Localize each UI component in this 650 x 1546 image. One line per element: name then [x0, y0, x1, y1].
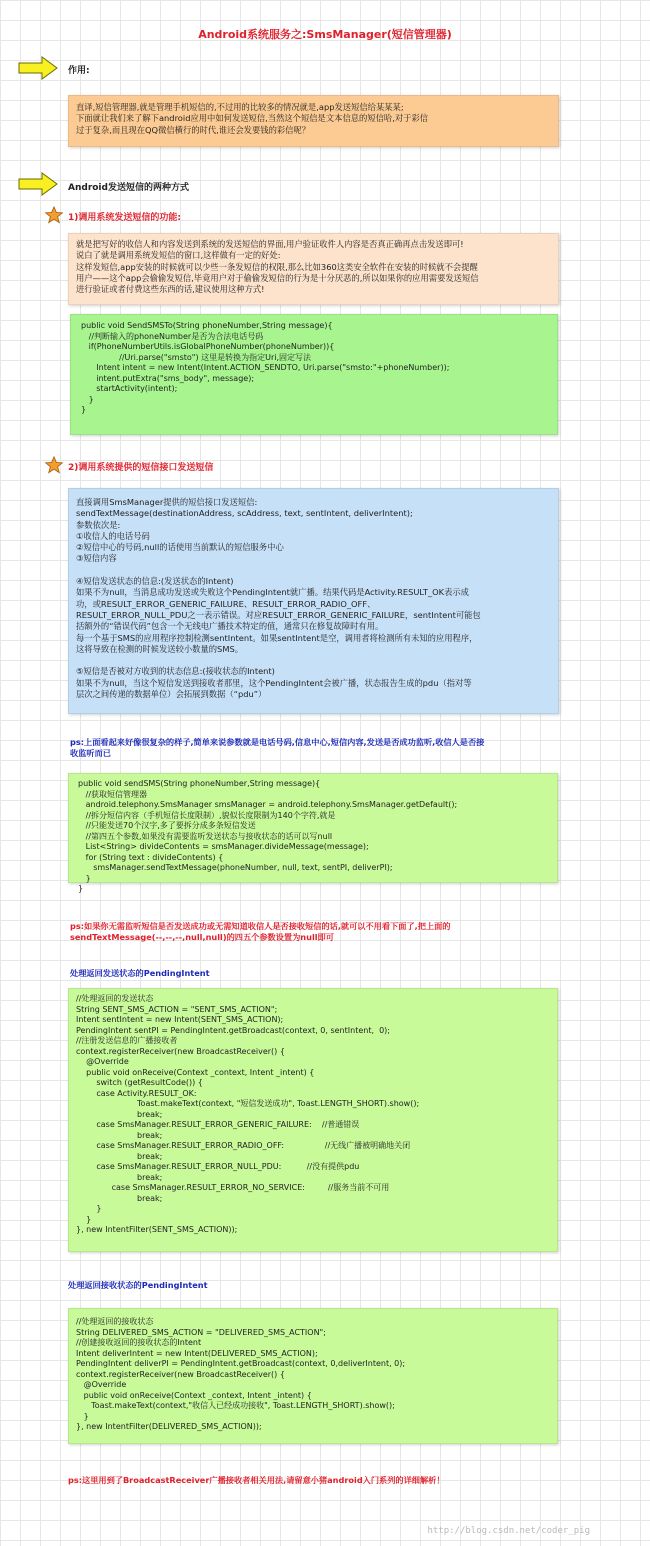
section-label-purpose: 作用:	[68, 66, 90, 76]
deliver-status-heading: 处理返回接收状态的PendingIntent	[68, 1280, 208, 1290]
method2-desc-box: 直接调用SmsManager提供的短信接口发送短信: sendTextMessage(destinationAddress, scAddress, text, sentIntent, deliverIntent); 参数依次是: ①收信人的电话号码 ②短信中心的号码,null的话使用当前默认的短信服务中心 ③短信内容 ④短信发送状态的信息:(发送状态的Intent) 如果不为null，当消息成功发送或失败这个PendingIntent就广播。结果代码是Activity.RESULT_OK表示成 功，或RESULT_ERROR_GENERIC_FAILURE、RESULT_ERROR_RADIO_OFF、 RESULT_ERROR_NULL_PDU之一表示错误。对应RESULT_ERROR_GENERIC_FAILURE，sentIntent可能包 括额外的“错误代码”包含一个无线电广播技术特定的值，通常只在修复故障时有用。 每一个基于SMS的应用程序控制检测sentIntent。如果sentIntent是空，调用者将检测所有未知的应用程序， 这将导致在检测的时候发送较小数量的SMS。 ⑤短信是否被对方收到的状态信息:(接收状态的Intent) 如果不为null，当这个短信发送到接收者那里，这个PendingIntent会被广播，状态报告生成的pdu（指对等 层次之间传递的数据单位）会拓展到数据（“pdu”）	[68, 488, 559, 714]
arrow-right-icon	[18, 56, 58, 80]
method2-label: 2)调用系统提供的短信接口发送短信	[68, 463, 214, 473]
send-status-code-box: //处理返回的发送状态 String SENT_SMS_ACTION = "SENT_SMS_ACTION"; Intent sentIntent = new Intent(SENT_SMS_ACTION); PendingIntent sentPI = PendingIntent.getBroadcast(context, 0, sentIntent, 0); //注册发送信息的广播接收者 context.registerReceiver(new BroadcastReceiver() { @Override public void onReceive(Context _context, Intent _intent) { switch (getResultCode()) { case Activity.RESULT_OK: Toast.makeText(context, "短信发送成功", Toast.LENGTH_SHORT).show(); break; case SmsManager.RESULT_ERROR_GENERIC_FAILURE: //普通错误 break; case SmsManager.RESULT_ERROR_RADIO_OFF: //无线广播被明确地关闭 break; case SmsManager.RESULT_ERROR_NULL_PDU: //没有提供pdu break; case SmsManager.RESULT_ERROR_NO_SERVICE: //服务当前不可用 break; } } }, new IntentFilter(SENT_SMS_ACTION));	[68, 988, 558, 1252]
method1-desc-box: 就是把写好的收信人和内容发送到系统的发送短信的界面,用户验证收件人内容是否真正确再点击发送即可! 说白了就是调用系统发短信的窗口,这样做有一定的好处: 这样发短信,app安装的时候就可以少些一条发短信的权限,那么比如360这类安全软件在安装的时候就不会提醒 用户——这个app会偷偷发短信,毕竟用户对于偷偷发短信的行为是十分厌恶的,所以如果你的应用需要发送短信 进行验证或者付费这些东西的话,建议使用这种方式!	[68, 233, 559, 305]
deliver-status-code-box: //处理返回的接收状态 String DELIVERED_SMS_ACTION = "DELIVERED_SMS_ACTION"; //创建接收返回的接收状态的Intent Intent deliverIntent = new Intent(DELIVERED_SMS_ACTION); PendingIntent deliverPI = PendingIntent.getBroadcast(context, 0,deliverIntent, 0); context.registerReceiver(new BroadcastReceiver() { @Override public void onReceive(Context _context, Intent _intent) { Toast.makeText(context,"收信人已经成功接收", Toast.LENGTH_SHORT).show(); } }, new IntentFilter(DELIVERED_SMS_ACTION));	[68, 1308, 558, 1444]
page-title: Android系统服务之:SmsManager(短信管理器)	[198, 28, 452, 41]
section-label-two-ways: Android发送短信的两种方式	[68, 183, 189, 193]
arrow-right-icon	[18, 172, 58, 196]
star-icon	[45, 206, 63, 224]
star-icon	[45, 456, 63, 474]
footer-ps-note: ps:这里用到了BroadcastReceiver广播接收者相关用法,请留意小猪android入门系列的详细解析！	[68, 1475, 445, 1485]
method1-label: 1)调用系统发送短信的功能:	[68, 213, 181, 223]
method2-ps2-note: ps:如果你无需监听短信是否发送成功或无需知道收信人是否接收短信的话,就可以不用看下面了,把上面的 sendTextMessage(--,--,--,null,null)的四五个参数设置为null即可	[70, 921, 451, 942]
method2-ps-note: ps:上面看起来好像很复杂的样子,简单来说参数就是电话号码,信息中心,短信内容,发送是否成功监听,收信人是否接 收监听而已	[70, 737, 485, 758]
purpose-text-box: 直译,短信管理器,就是管理手机短信的,不过用的比较多的情况就是,app发送短信给某某某; 下面就让我们来了解下android应用中如何发送短信,当然这个短信是文本信息的短信哈,对于彩信 过于复杂,而且现在QQ微信横行的时代,谁还会发要钱的彩信呢？	[68, 95, 559, 147]
watermark: http://blog.csdn.net/coder_pig	[427, 1526, 590, 1536]
method1-code-box: public void SendSMSTo(String phoneNumber,String message){ //判断输入的phoneNumber是否为合法电话号码 if(PhoneNumberUtils.isGlobalPhoneNumber(phoneNumber)){ //Uri.parse("smsto") 这里是转换为指定Uri,固定写法 Intent intent = new Intent(Intent.ACTION_SENDTO, Uri.parse("smsto:"+phoneNumber)); intent.putExtra("sms_body", message); startActivity(intent); } }	[70, 314, 558, 435]
method2-code-box: public void sendSMS(String phoneNumber,String message){ //获取短信管理器 android.telephony.SmsManager smsManager = android.telephony.SmsManager.getDefault(); //拆分短信内容（手机短信长度限制）,貌似长度限制为140个字符,就是 //只能发送70个汉字,多了要拆分成多条短信发送 //第四五个参数,如果没有需要监听发送状态与接收状态的话可以写null List<String> divideContents = smsManager.divideMessage(message); for (String text : divideContents) { smsManager.sendTextMessage(phoneNumber, null, text, sentPI, deliverPI); } }	[68, 773, 558, 883]
send-status-heading: 处理返回发送状态的PendingIntent	[70, 968, 210, 978]
